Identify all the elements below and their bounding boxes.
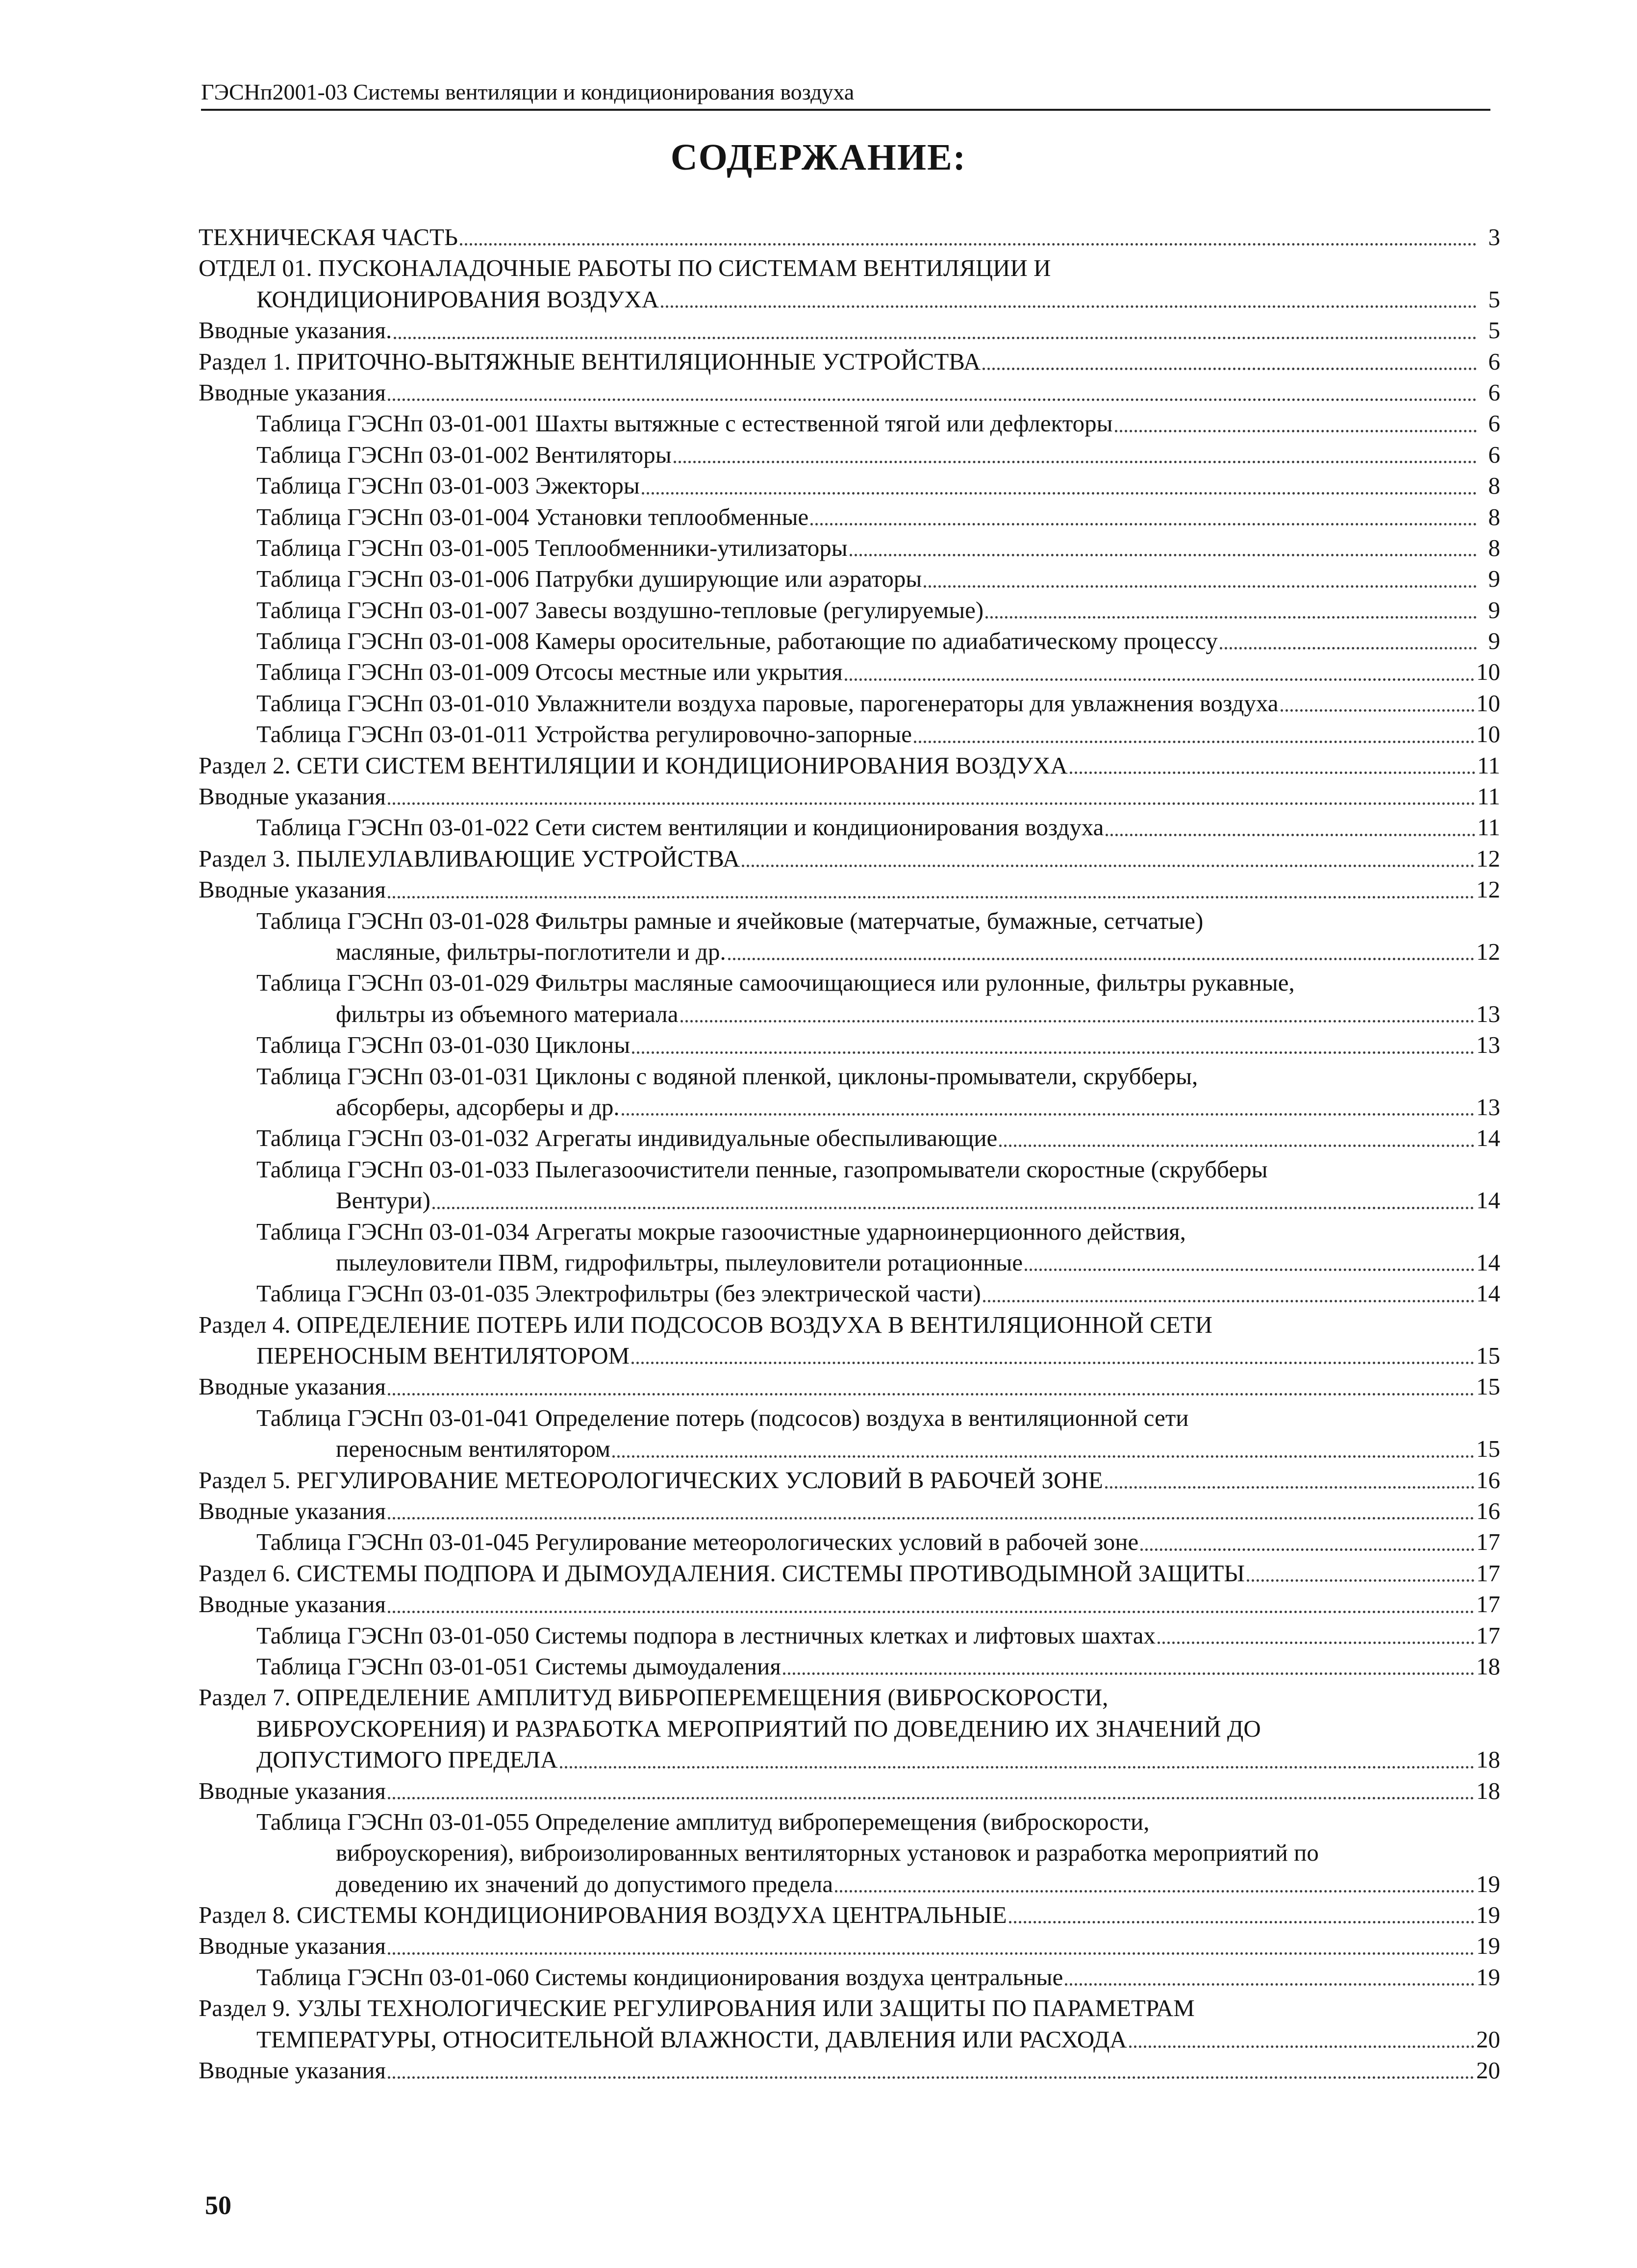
toc-entry — [199, 1651, 1500, 1682]
toc-entry-text: Таблица ГЭСНп 03-01-011 Устройства регулировочно-запорные — [256, 721, 912, 748]
dot-leader — [680, 1020, 1475, 1022]
toc-entry-text: Таблица ГЭСНп 03-01-003 Эжекторы — [256, 472, 640, 499]
toc-entry — [199, 781, 1500, 812]
toc-page-number: 8 — [1488, 534, 1500, 561]
toc-page-number: 8 — [1488, 472, 1500, 499]
toc-page-number: 10 — [1476, 658, 1500, 686]
toc-page-number: 17 — [1476, 1528, 1500, 1556]
toc-entry — [199, 688, 1500, 719]
dot-leader — [1247, 1579, 1474, 1582]
toc-entry-line — [199, 1837, 1500, 1868]
toc-entry-text: Вводные указания — [199, 1591, 386, 1618]
toc-entry-text: Вентури) — [336, 1187, 430, 1214]
toc-entry — [199, 1433, 1500, 1464]
dot-leader — [914, 741, 1474, 743]
toc-entry-text: Таблица ГЭСНп 03-01-005 Теплообменники-утилизаторы — [256, 534, 848, 561]
toc-entry-text: Раздел 8. СИСТЕМЫ КОНДИЦИОНИРОВАНИЯ ВОЗДУХА ЦЕНТРАЛЬНЫЕ — [199, 1901, 1007, 1929]
dot-leader — [1070, 772, 1475, 774]
toc-entry-line — [199, 1154, 1500, 1185]
toc-page-number: 9 — [1488, 565, 1500, 593]
toc-page-number: 14 — [1476, 1124, 1500, 1152]
dot-leader — [783, 1672, 1474, 1675]
toc-entry-text: Раздел 5. РЕГУЛИРОВАНИЕ МЕТЕОРОЛОГИЧЕСКИХ УСЛОВИЙ В РАБОЧЕЙ ЗОНЕ — [199, 1466, 1103, 1494]
toc-page-number: 8 — [1488, 503, 1500, 530]
toc-page-number: 19 — [1476, 1870, 1500, 1897]
toc-entry — [199, 1122, 1500, 1153]
running-header: ГЭСНп2001-03 Системы вентиляции и кондиционирования воздуха — [201, 77, 1490, 111]
toc-entry-text: переносным вентилятором — [336, 1435, 611, 1463]
toc-entry — [199, 595, 1500, 625]
toc-entry — [199, 470, 1500, 501]
toc-entry-text: Таблица ГЭСНп 03-01-033 Пылегазоочистители пенные, газопромыватели скоростные (скрубберы — [256, 1155, 1268, 1183]
toc-entry-text: Таблица ГЭСНп 03-01-009 Отсосы местные или укрытия — [256, 658, 843, 686]
toc-entry-text: фильтры из объемного материала — [336, 1000, 679, 1027]
toc-entry-text: Таблица ГЭСНп 03-01-041 Определение потерь (подсосов) воздуха в вентиляционной сети — [256, 1404, 1189, 1431]
dot-leader — [924, 585, 1477, 588]
table-of-contents — [199, 222, 1500, 2086]
page-title: СОДЕРЖАНИЕ: — [670, 137, 967, 178]
toc-page-number: 12 — [1476, 938, 1500, 965]
toc-entry-text: Раздел 6. СИСТЕМЫ ПОДПОРА И ДЫМОУДАЛЕНИЯ. СИСТЕМЫ ПРОТИВОДЫМНОЙ ЗАЩИТЫ — [199, 1559, 1245, 1587]
toc-entry — [199, 2024, 1500, 2055]
toc-page-number: 15 — [1476, 1435, 1500, 1463]
toc-entry-text: Вводные указания — [199, 1932, 386, 1960]
dot-leader — [388, 802, 1475, 805]
toc-entry — [199, 1278, 1500, 1309]
toc-entry-text: Вводные указания — [199, 1373, 386, 1400]
dot-leader — [674, 461, 1477, 463]
toc-entry-text: Таблица ГЭСНп 03-01-051 Системы дымоудаления — [256, 1652, 781, 1680]
toc-entry — [199, 346, 1500, 377]
dot-leader — [1140, 1548, 1474, 1551]
toc-entry — [199, 1869, 1500, 1899]
toc-entry — [199, 408, 1500, 439]
toc-entry-text: Раздел 7. ОПРЕДЕЛЕНИЕ АМПЛИТУД ВИБРОПЕРЕМЕЩЕНИЯ (ВИБРОСКОРОСТИ, — [199, 1684, 1108, 1711]
dot-leader — [388, 1952, 1474, 1955]
toc-entry-text: Таблица ГЭСНп 03-01-045 Регулирование метеорологических условий в рабочей зоне — [256, 1528, 1139, 1556]
toc-page-number: 20 — [1476, 2025, 1500, 2053]
toc-entry-text: Вводные указания — [199, 783, 386, 810]
toc-entry — [199, 998, 1500, 1029]
toc-page-number: 14 — [1476, 1187, 1500, 1214]
dot-leader — [985, 616, 1477, 619]
toc-entry — [199, 1930, 1500, 1961]
toc-page-number: 16 — [1476, 1497, 1500, 1524]
toc-page-number: 16 — [1476, 1466, 1500, 1494]
dot-leader — [388, 1611, 1474, 1613]
toc-entry — [199, 439, 1500, 470]
toc-page-number: 13 — [1476, 1000, 1500, 1027]
toc-page-number: 17 — [1476, 1559, 1500, 1587]
toc-page-number: 19 — [1476, 1963, 1500, 1991]
toc-page-number: 14 — [1476, 1280, 1500, 1307]
toc-entry-text: Вводные указания — [199, 1777, 386, 1804]
toc-entry — [199, 1340, 1500, 1371]
dot-leader — [612, 1455, 1474, 1458]
toc-entry-text: виброускорения), виброизолированных вентиляторных установок и разработка мероприятий по — [336, 1839, 1319, 1867]
toc-entry — [199, 812, 1500, 843]
toc-entry-text: Таблица ГЭСНп 03-01-001 Шахты вытяжные с естественной тягой или дефлекторы — [256, 410, 1113, 437]
dot-leader — [810, 523, 1477, 525]
toc-entry — [199, 719, 1500, 749]
toc-entry-text: ВИБРОУСКОРЕНИЯ) И РАЗРАБОТКА МЕРОПРИЯТИЙ ПО ДОВЕДЕНИЮ ИХ ЗНАЧЕНИЙ ДО — [256, 1715, 1261, 1742]
toc-entry-text: ОТДЕЛ 01. ПУСКОНАЛАДОЧНЫЕ РАБОТЫ ПО СИСТЕМАМ ВЕНТИЛЯЦИИ И — [199, 254, 1051, 282]
toc-page-number: 19 — [1476, 1932, 1500, 1960]
toc-page-number: 10 — [1476, 721, 1500, 748]
dot-leader — [1025, 1269, 1474, 1271]
toc-entry-text: Таблица ГЭСНп 03-01-010 Увлажнители воздуха паровые, парогенераторы для увлажнения воздуха — [256, 689, 1279, 717]
toc-entry — [199, 1744, 1500, 1775]
toc-entry — [199, 1029, 1500, 1060]
toc-entry — [199, 1620, 1500, 1651]
toc-page-number: 13 — [1476, 1031, 1500, 1059]
dot-leader — [642, 492, 1477, 495]
toc-entry-text: Таблица ГЭСНп 03-01-002 Вентиляторы — [256, 441, 672, 468]
toc-entry-text: КОНДИЦИОНИРОВАНИЯ ВОЗДУХА — [256, 285, 659, 313]
toc-entry-text: Таблица ГЭСНп 03-01-035 Электрофильтры (без электрической части) — [256, 1280, 981, 1307]
toc-entry — [199, 377, 1500, 408]
dot-leader — [982, 368, 1477, 370]
toc-entry-text: Раздел 2. СЕТИ СИСТЕМ ВЕНТИЛЯЦИИ И КОНДИЦИОНИРОВАНИЯ ВОЗДУХА — [199, 751, 1068, 779]
toc-entry — [199, 1185, 1500, 1216]
toc-page-number: 12 — [1476, 876, 1500, 903]
dot-leader — [742, 865, 1474, 867]
toc-entry — [199, 315, 1500, 346]
dot-leader — [388, 1797, 1474, 1799]
dot-leader — [850, 554, 1477, 556]
toc-entry-text: Таблица ГЭСНп 03-01-050 Системы подпора в лестничных клетках и лифтовых шахтах — [256, 1621, 1156, 1649]
toc-entry-text: Вводные указания — [199, 876, 386, 903]
toc-entry-text: Таблица ГЭСНп 03-01-007 Завесы воздушно-тепловые (регулируемые) — [256, 596, 984, 623]
toc-entry-text: Таблица ГЭСНп 03-01-008 Камеры оросительные, работающие по адиабатическому процессу — [256, 627, 1218, 655]
toc-page-number: 15 — [1476, 1373, 1500, 1400]
toc-entry-text: доведению их значений до допустимого предела — [336, 1870, 833, 1897]
dot-leader — [1115, 430, 1477, 432]
toc-entry — [199, 1495, 1500, 1526]
dot-leader — [388, 399, 1477, 401]
toc-page-number: 3 — [1488, 223, 1500, 250]
toc-page-number: 17 — [1476, 1591, 1500, 1618]
dot-leader — [845, 678, 1474, 681]
toc-entry — [199, 1371, 1500, 1402]
toc-entry-text: масляные, фильтры-поглотители и др. — [336, 938, 726, 965]
toc-entry-text: Таблица ГЭСНп 03-01-060 Системы кондиционирования воздуха центральные — [256, 1963, 1063, 1991]
toc-page-number: 9 — [1488, 627, 1500, 655]
toc-entry-text: Раздел 9. УЗЛЫ ТЕХНОЛОГИЧЕСКИЕ РЕГУЛИРОВАНИЯ ИЛИ ЗАЩИТЫ ПО ПАРАМЕТРАМ — [199, 1994, 1195, 2022]
toc-page-number: 19 — [1476, 1901, 1500, 1929]
toc-entry-text: Вводные указания — [199, 2057, 386, 2084]
page-number: 50 — [205, 2191, 231, 2220]
toc-entry-text: Вводные указания — [199, 378, 386, 406]
toc-entry-line — [199, 905, 1500, 936]
toc-entry — [199, 2055, 1500, 2086]
dot-leader — [1065, 1983, 1474, 1986]
toc-entry-text: Раздел 4. ОПРЕДЕЛЕНИЕ ПОТЕРЬ ИЛИ ПОДСОСОВ ВОЗДУХА В ВЕНТИЛЯЦИОННОЙ СЕТИ — [199, 1311, 1213, 1338]
toc-page-number: 15 — [1476, 1342, 1500, 1370]
toc-entry — [199, 936, 1500, 967]
dot-leader — [1009, 1921, 1474, 1923]
toc-entry — [199, 843, 1500, 874]
toc-page-number: 5 — [1488, 285, 1500, 313]
toc-entry — [199, 1589, 1500, 1620]
toc-entry — [199, 563, 1500, 594]
toc-entry — [199, 750, 1500, 781]
dot-leader — [632, 1051, 1474, 1054]
dot-leader — [1281, 709, 1474, 712]
toc-page-number: 11 — [1477, 814, 1500, 841]
toc-entry — [199, 656, 1500, 687]
dot-leader — [388, 1393, 1474, 1396]
toc-entry-line — [199, 1402, 1500, 1433]
toc-entry-text: Раздел 1. ПРИТОЧНО-ВЫТЯЖНЫЕ ВЕНТИЛЯЦИОННЫЕ УСТРОЙСТВА — [199, 348, 981, 375]
toc-entry — [199, 874, 1500, 905]
toc-entry — [199, 222, 1500, 252]
toc-page-number: 9 — [1488, 596, 1500, 623]
toc-entry — [199, 501, 1500, 532]
toc-page-number: 12 — [1476, 845, 1500, 872]
toc-entry — [199, 1092, 1500, 1122]
toc-entry-line — [199, 1216, 1500, 1247]
dot-leader — [432, 1207, 1474, 1209]
toc-entry-line — [199, 967, 1500, 998]
toc-page-number: 11 — [1477, 783, 1500, 810]
toc-entry-text: Вводные указания — [199, 1497, 386, 1524]
dot-leader — [835, 1890, 1474, 1893]
toc-entry-text: Таблица ГЭСНп 03-01-031 Циклоны с водяной пленкой, циклоны-промыватели, скрубберы, — [256, 1062, 1198, 1090]
toc-page-number: 18 — [1476, 1652, 1500, 1680]
dot-leader — [394, 337, 1477, 339]
toc-entry-text: Таблица ГЭСНп 03-01-006 Патрубки душирующие или аэраторы — [256, 565, 922, 593]
toc-page-number: 10 — [1476, 689, 1500, 717]
toc-entry-text: Таблица ГЭСНп 03-01-032 Агрегаты индивидуальные обеспыливающие — [256, 1124, 998, 1152]
toc-entry — [199, 625, 1500, 656]
toc-page-number: 18 — [1476, 1777, 1500, 1804]
toc-entry — [199, 1962, 1500, 1993]
toc-entry-line — [199, 1061, 1500, 1092]
toc-entry — [199, 1558, 1500, 1589]
dot-leader — [560, 1766, 1475, 1769]
dot-leader — [388, 896, 1474, 898]
toc-entry-text: ПЕРЕНОСНЫМ ВЕНТИЛЯТОРОМ — [256, 1342, 630, 1370]
toc-entry-text: Вводные указания. — [199, 317, 392, 344]
dot-leader — [728, 958, 1474, 960]
dot-leader — [631, 1362, 1474, 1364]
toc-entry-line — [199, 1682, 1500, 1713]
toc-entry — [199, 284, 1500, 315]
toc-entry — [199, 1465, 1500, 1495]
toc-page-number: 6 — [1488, 410, 1500, 437]
toc-entry-line — [199, 1309, 1500, 1340]
toc-page-number: 20 — [1476, 2057, 1500, 2084]
toc-page-number: 14 — [1476, 1248, 1500, 1276]
toc-entry-text: Таблица ГЭСНп 03-01-028 Фильтры рамные и ячейковые (матерчатые, бумажные, сетчатые) — [256, 907, 1204, 934]
toc-entry — [199, 532, 1500, 563]
toc-entry-text: абсорберы, адсорберы и др. — [336, 1093, 620, 1121]
toc-entry — [199, 1899, 1500, 1930]
toc-entry-text: ТЕХНИЧЕСКАЯ ЧАСТЬ — [199, 223, 458, 250]
dot-leader — [999, 1145, 1474, 1147]
toc-entry-text: Таблица ГЭСНп 03-01-004 Установки теплообменные — [256, 503, 809, 530]
toc-entry-line — [199, 1993, 1500, 2023]
toc-entry-line — [199, 1806, 1500, 1837]
toc-page-number: 5 — [1488, 317, 1500, 344]
toc-entry-text: ТЕМПЕРАТУРЫ, ОТНОСИТЕЛЬНОЙ ВЛАЖНОСТИ, ДАВЛЕНИЯ ИЛИ РАСХОДА — [256, 2025, 1127, 2053]
toc-entry-text: Таблица ГЭСНп 03-01-034 Агрегаты мокрые газоочистные ударноинерционного действия, — [256, 1218, 1186, 1245]
dot-leader — [388, 1517, 1474, 1520]
toc-page-number: 11 — [1477, 751, 1500, 779]
toc-entry — [199, 1775, 1500, 1806]
dot-leader — [661, 305, 1477, 308]
toc-page-number: 13 — [1476, 1093, 1500, 1121]
toc-entry-text: пылеуловители ПВМ, гидрофильтры, пылеуловители ротационные — [336, 1248, 1023, 1276]
toc-entry-line — [199, 252, 1500, 283]
toc-entry-text: Таблица ГЭСНп 03-01-055 Определение амплитуд виброперемещения (виброскорости, — [256, 1808, 1150, 1835]
toc-entry — [199, 1247, 1500, 1278]
toc-page-number: 6 — [1488, 348, 1500, 375]
toc-entry-text: Раздел 3. ПЫЛЕУЛАВЛИВАЮЩИЕ УСТРОЙСТВА — [199, 845, 740, 872]
dot-leader — [622, 1113, 1474, 1116]
dot-leader — [1105, 1486, 1474, 1489]
toc-page-number: 6 — [1488, 441, 1500, 468]
toc-entry-text: Таблица ГЭСНп 03-01-029 Фильтры масляные самоочищающиеся или рулонные, фильтры рукавные, — [256, 969, 1295, 997]
dot-leader — [388, 2076, 1474, 2079]
toc-page-number: 17 — [1476, 1621, 1500, 1649]
toc-entry-text: ДОПУСТИМОГО ПРЕДЕЛА — [256, 1746, 558, 1773]
dot-leader — [1158, 1642, 1474, 1644]
toc-page-number: 18 — [1476, 1746, 1500, 1773]
dot-leader — [983, 1300, 1474, 1302]
toc-entry — [199, 1526, 1500, 1557]
dot-leader — [1220, 647, 1477, 649]
toc-entry-text: Таблица ГЭСНп 03-01-030 Циклоны — [256, 1031, 630, 1059]
dot-leader — [1106, 834, 1475, 836]
toc-page-number: 6 — [1488, 378, 1500, 406]
toc-entry-text: Таблица ГЭСНп 03-01-022 Сети систем вентиляции и кондиционирования воздуха — [256, 814, 1104, 841]
toc-entry-line — [199, 1713, 1500, 1744]
dot-leader — [460, 243, 1477, 246]
dot-leader — [1129, 2045, 1474, 2048]
